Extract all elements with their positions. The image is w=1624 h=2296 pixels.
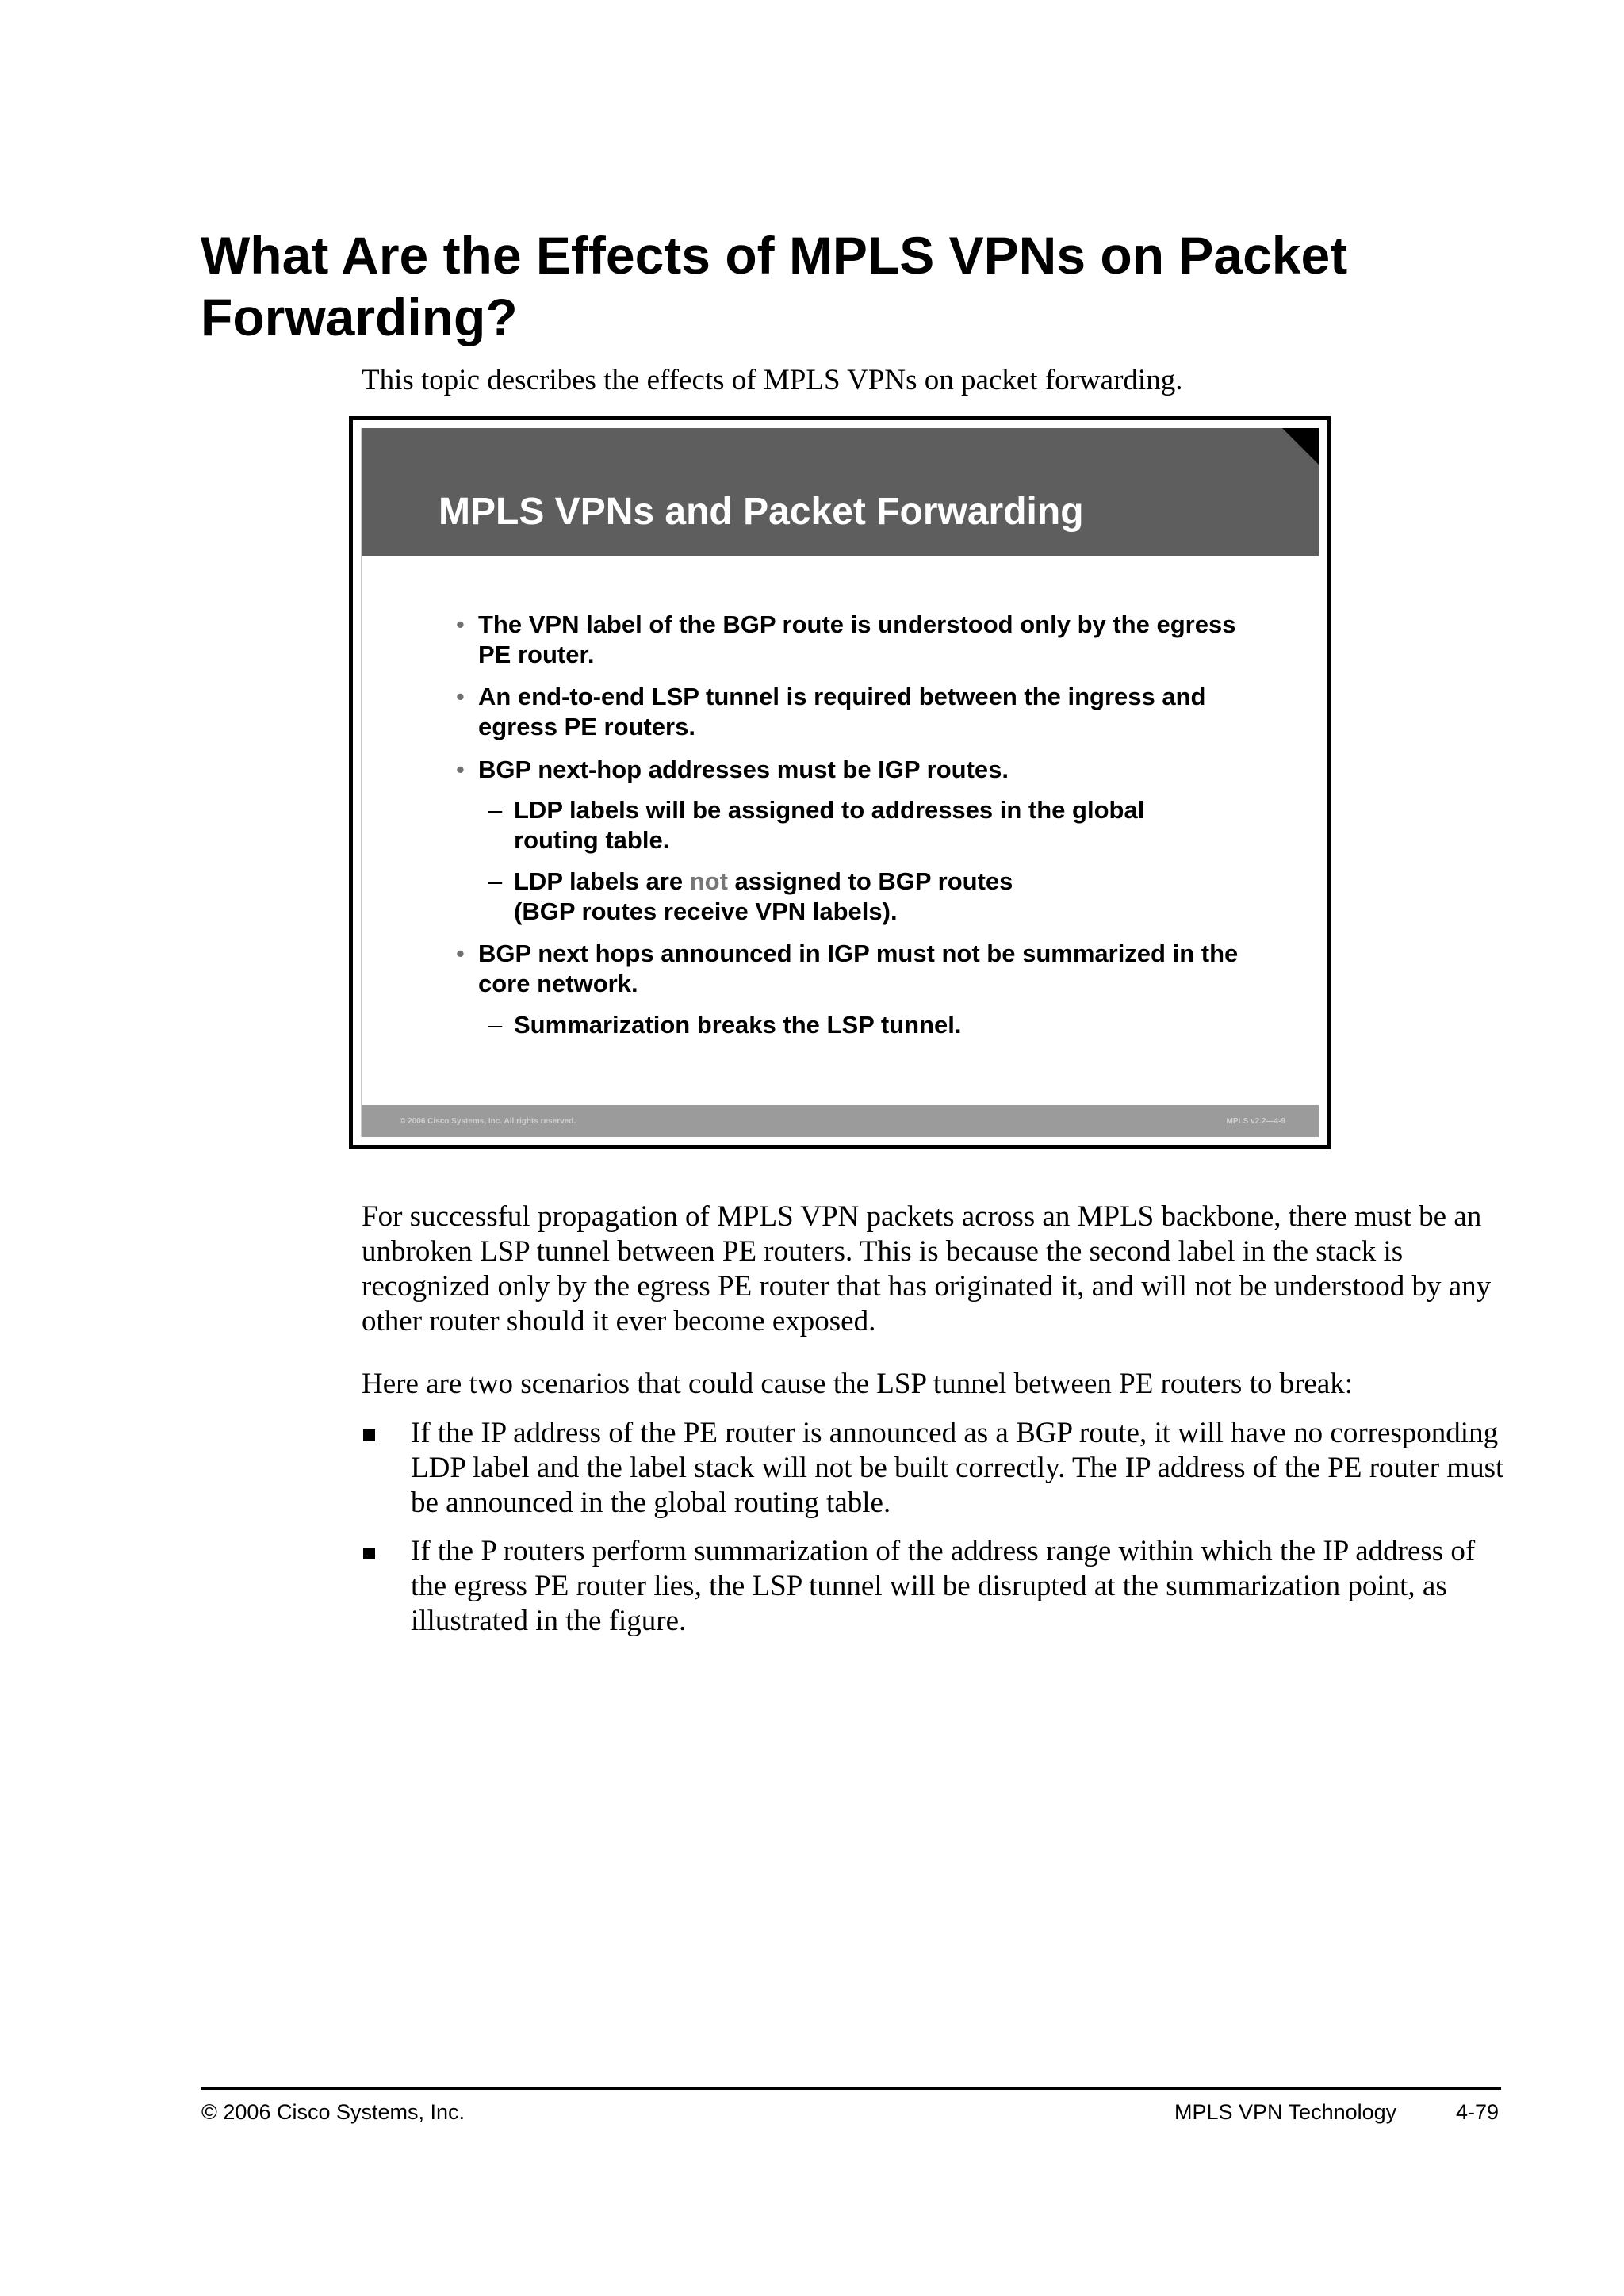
list-item: If the IP address of the PE router is announced as a BGP route, it will have no corresponding LDP label and the label stack will not be built correctly. The IP address of the PE router must be announced in the global routing table. (411, 1417, 1504, 1519)
dash-marker: – (488, 796, 503, 824)
slide-sub-bullet-text: LDP labels will be assigned to addresses in the global routing table. (514, 796, 1145, 854)
slide-sub-bullet-text-start: LDP labels are (514, 867, 690, 895)
dash-marker: – (488, 867, 503, 895)
square-bullet-icon (363, 1548, 375, 1559)
slide-sub-bullet (488, 1010, 1228, 1040)
slide-canvas (361, 428, 1319, 1137)
bullet-marker: • (456, 610, 465, 638)
slide-bullet (456, 755, 1255, 785)
slide-bullet (456, 682, 1255, 742)
footer-course-title: MPLS VPN Technology (1174, 2100, 1397, 2124)
slide-bullet (456, 610, 1255, 670)
footer-page-number: 4-79 (1456, 2100, 1500, 2124)
slide-highlight-word: not (689, 867, 728, 895)
list-item: If the P routers perform summarization of the address range within which the IP address of the egress PE router lies, the LSP tunnel will be disrupted at the summarization point, as illustrated in the figure. (411, 1535, 1476, 1637)
slide-bullet-text: BGP next-hop addresses must be IGP routes. (478, 756, 1009, 783)
slide-bullet-text: BGP next hops announced in IGP must not be summarized in the core network. (478, 939, 1239, 997)
slide-sub-bullet (488, 867, 1228, 927)
slide-number: MPLS v2.2—4-9 (1226, 1117, 1285, 1126)
bullet-marker: • (456, 939, 465, 967)
slide-bullet-text: An end-to-end LSP tunnel is required between the ingress and egress PE routers. (478, 683, 1206, 740)
slide-header-bar (362, 428, 1319, 556)
body-paragraph: Here are two scenarios that could cause the LSP tunnel between PE routers to break: (362, 1368, 1354, 1400)
bullet-marker: • (456, 756, 465, 783)
slide-figure (349, 416, 1331, 1149)
dash-marker: – (488, 1011, 503, 1039)
footer-divider (201, 2087, 1501, 2090)
slide-corner-triangle (1282, 428, 1319, 465)
page-heading: What Are the Effects of MPLS VPNs on Packet Forwarding? (201, 226, 1348, 346)
body-paragraph: For successful propagation of MPLS VPN packets across an MPLS backbone, there must be an unbroken LSP tunnel between PE routers. This is because the second label in the stack is recognized only by the egress PE router that has originated it, and will not be understood by any other router should it ever become exposed. (362, 1200, 1492, 1337)
intro-text: This topic describes the effects of MPLS VPNs on packet forwarding. (362, 364, 1183, 396)
footer-copyright: © 2006 Cisco Systems, Inc. (201, 2100, 465, 2124)
slide-title: MPLS VPNs and Packet Forwarding (439, 491, 1084, 533)
bullet-marker: • (456, 683, 465, 710)
slide-bullet-text: The VPN label of the BGP route is understood only by the egress PE router. (478, 610, 1236, 668)
slide-copyright: © 2006 Cisco Systems, Inc. All rights reserved. (400, 1117, 576, 1126)
square-bullet-icon (363, 1429, 375, 1441)
slide-footer-bar (362, 1105, 1319, 1137)
slide-bullet (456, 939, 1255, 999)
slide-sub-bullet-text-line2: (BGP routes receive VPN labels). (514, 897, 898, 925)
slide-sub-bullet-text: Summarization breaks the LSP tunnel. (514, 1011, 962, 1039)
slide-sub-bullet (488, 795, 1228, 855)
slide-sub-bullet-text-end: assigned to BGP routes (727, 867, 1013, 895)
